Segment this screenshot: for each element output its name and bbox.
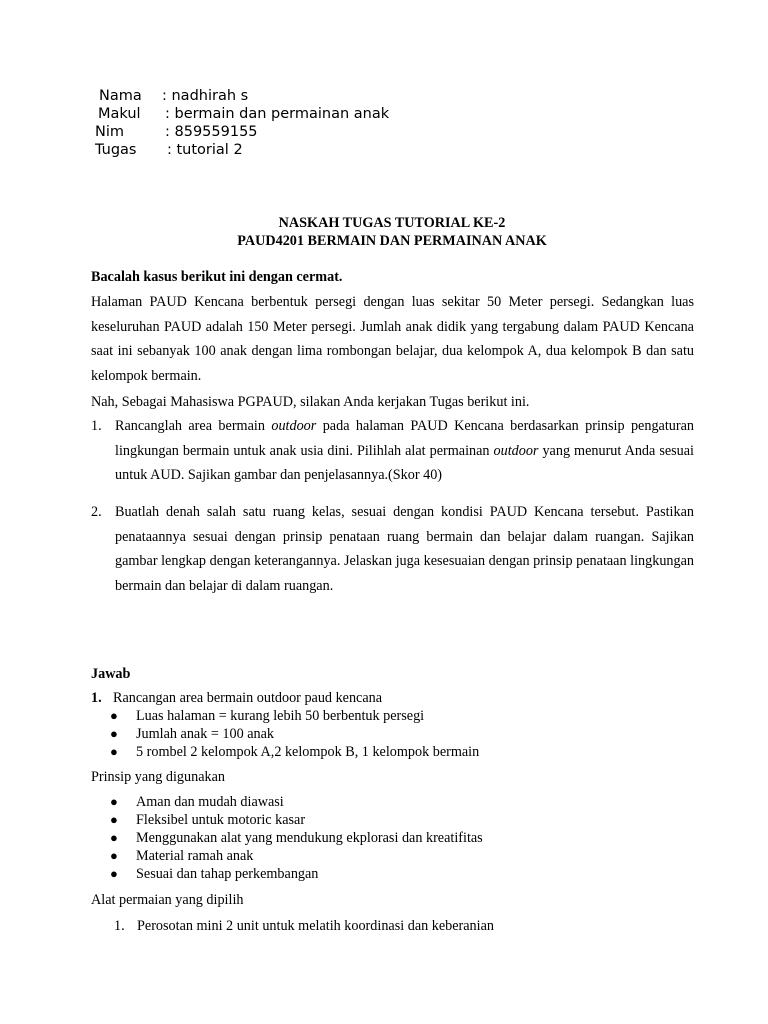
bullet-icon: ● bbox=[110, 726, 118, 741]
tugas-label: Tugas bbox=[95, 142, 137, 158]
task-intro: Nah, Sebagai Mahasiswa PGPAUD, silakan Anda kerjakan Tugas berikut ini. bbox=[91, 394, 530, 410]
answer-number: 1. bbox=[91, 690, 102, 706]
principles-heading: Prinsip yang digunakan bbox=[91, 769, 225, 785]
tools-heading: Alat permaian yang dipilih bbox=[91, 892, 244, 908]
makul-value: : bermain dan permainan anak bbox=[165, 106, 390, 122]
bullet-icon: ● bbox=[110, 794, 118, 809]
nama-value: : nadhirah s bbox=[162, 88, 249, 104]
tool-item: Perosotan mini 2 unit untuk melatih koordinasi dan keberanian bbox=[137, 918, 494, 934]
instruction-text: Bacalah kasus berikut ini dengan cermat. bbox=[91, 269, 343, 285]
answer-item-title: Rancangan area bermain outdoor paud kencana bbox=[113, 690, 383, 706]
task-number: 1. bbox=[91, 418, 102, 434]
list-item: Fleksibel untuk motoric kasar bbox=[136, 812, 306, 828]
list-item: Material ramah anak bbox=[136, 848, 254, 864]
bullet-icon: ● bbox=[110, 830, 118, 845]
makul-label: Makul bbox=[98, 106, 141, 122]
tool-number: 1. bbox=[114, 918, 125, 934]
list-item: Menggunakan alat yang mendukung ekplorasi dan kreatifitas bbox=[136, 830, 483, 846]
bullet-icon: ● bbox=[110, 866, 118, 881]
tugas-value: : tutorial 2 bbox=[167, 142, 243, 158]
list-item: Aman dan mudah diawasi bbox=[136, 794, 284, 810]
list-item: Luas halaman = kurang lebih 50 berbentuk persegi bbox=[136, 708, 425, 724]
list-item: 5 rombel 2 kelompok A,2 kelompok B, 1 kelompok bermain bbox=[136, 744, 480, 760]
bullet-icon: ● bbox=[110, 848, 118, 863]
task-1-text: Rancanglah area bermain outdoor pada halaman PAUD Kencana berdasarkan prinsip pengaturan lingkungan bermain untuk anak usia dini. Pilihlah alat permainan outdoor yang menurut Anda sesuai untuk AUD. Sajikan gambar dan penjelasannya.(Skor 40) bbox=[115, 418, 694, 483]
nama-label: Nama bbox=[99, 88, 142, 104]
list-item: Jumlah anak = 100 anak bbox=[136, 726, 275, 742]
bullet-icon: ● bbox=[110, 708, 118, 723]
list-item: Sesuai dan tahap perkembangan bbox=[136, 866, 319, 882]
nim-value: : 859559155 bbox=[165, 124, 258, 140]
document-title-line2: PAUD4201 BERMAIN DAN PERMAINAN ANAK bbox=[237, 233, 547, 249]
bullet-icon: ● bbox=[110, 812, 118, 827]
answer-heading: Jawab bbox=[91, 666, 131, 682]
bullet-icon: ● bbox=[110, 744, 118, 759]
task-2-text: Buatlah denah salah satu ruang kelas, sesuai dengan kondisi PAUD Kencana tersebut. Pastikan penataannya sesuai dengan prinsip penataan ruang bermain dan belajar dalam ruangan. Sajikan gambar lengkap dengan keterangannya. Jelaskan juga kesesuaian dengan prinsip penataan lingkungan bermain dan belajar di dalam ruangan. bbox=[115, 504, 694, 594]
document-title-line1: NASKAH TUGAS TUTORIAL KE-2 bbox=[278, 215, 506, 231]
case-paragraph: Halaman PAUD Kencana berbentuk persegi dengan luas sekitar 50 Meter persegi. Sedangkan luas keseluruhan PAUD adalah 150 Meter persegi. Jumlah anak didik yang tergabung dalam PAUD Kencana saat ini sebanyak 100 anak dengan lima rombongan belajar, dua kelompok A, dua kelompok B dan satu kelompok bermain. bbox=[91, 294, 694, 384]
task-number: 2. bbox=[91, 504, 102, 520]
nim-label: Nim bbox=[95, 124, 124, 140]
